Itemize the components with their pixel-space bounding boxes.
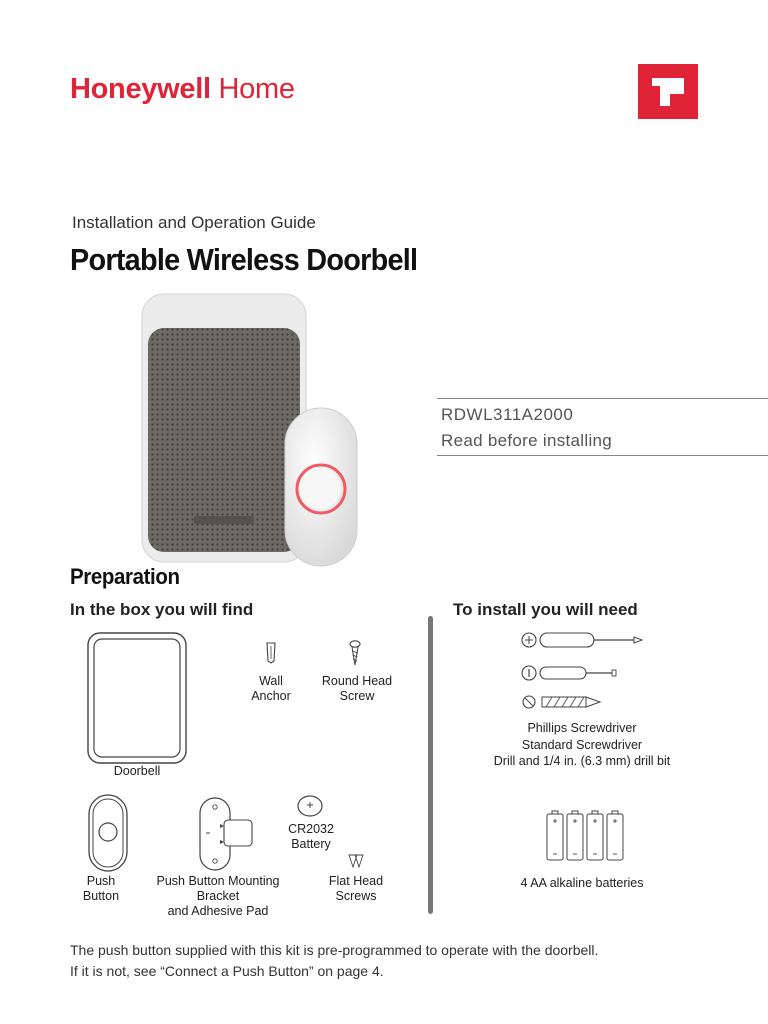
product-photo <box>140 292 370 582</box>
wall-anchor-label-line2: Anchor <box>251 689 291 703</box>
in-box-heading: In the box you will find <box>70 600 254 619</box>
push-button-icon <box>88 794 128 877</box>
drill-bit-icon <box>520 693 606 716</box>
tool-drill-label: Drill and 1/4 in. (6.3 mm) drill bit <box>493 754 671 768</box>
push-button-label-line2: Button <box>82 889 120 903</box>
wall-anchor-label-line1: Wall <box>259 674 283 688</box>
flat-head-screws-label-line1: Flat Head <box>328 874 384 888</box>
wall-anchor-label <box>236 674 306 704</box>
brand-name-light: Home <box>218 73 295 105</box>
wall-anchor-icon <box>264 642 278 669</box>
aa-batteries-label: 4 AA alkaline batteries <box>520 876 644 890</box>
round-head-screw-icon <box>348 640 362 671</box>
footer-note-line1: The push button supplied with this kit is pre-programmed to operate with the doorbell. <box>70 942 599 958</box>
coin-battery-label <box>276 822 346 852</box>
model-bottom-rule <box>437 455 768 456</box>
resideo-logo-icon <box>638 64 698 119</box>
footer-note <box>70 940 598 982</box>
coin-battery-label-line2: Battery <box>291 837 331 851</box>
aa-batteries-icon <box>545 810 631 867</box>
standard-screwdriver-icon <box>520 663 620 688</box>
model-number: RDWL311A2000 <box>441 405 574 424</box>
column-divider <box>428 616 433 914</box>
doorbell-icon <box>87 632 187 769</box>
coin-battery-icon <box>297 795 323 824</box>
mounting-bracket-label-line3: and Adhesive Pad <box>167 904 269 918</box>
round-head-screw-label-line1: Round Head <box>321 674 393 688</box>
coin-battery-label-line1: CR2032 <box>288 822 334 836</box>
round-head-screw-label <box>307 674 407 704</box>
push-button-label <box>68 874 134 904</box>
doorbell-label: Doorbell <box>113 764 161 778</box>
tool-phillips-label: Phillips Screwdriver <box>527 721 637 735</box>
model-top-rule <box>437 398 768 399</box>
round-head-screw-label-line2: Screw <box>339 689 375 703</box>
tool-standard-label: Standard Screwdriver <box>521 737 643 752</box>
phillips-screwdriver-icon <box>520 630 646 655</box>
push-button-label-line1: Push <box>86 874 116 888</box>
mounting-bracket-label-line2: Bracket <box>196 889 240 903</box>
read-before-installing: Read before installing <box>441 431 613 450</box>
tools-label <box>440 720 724 770</box>
mounting-bracket-label-line1: Push Button Mounting <box>156 874 280 888</box>
mounting-bracket-icon <box>198 797 256 876</box>
page-title: Portable Wireless Doorbell <box>70 242 418 277</box>
footer-note-line2: If it is not, see “Connect a Push Button” on page 4. <box>70 963 384 979</box>
install-needs-heading: To install you will need <box>453 600 638 619</box>
brand-logo-text <box>70 72 295 106</box>
mounting-bracket-label <box>140 874 296 919</box>
flat-head-screws-label <box>310 874 402 904</box>
preparation-heading: Preparation <box>70 564 180 589</box>
guide-subtitle: Installation and Operation Guide <box>72 213 316 232</box>
flat-head-screws-icon <box>348 854 364 873</box>
flat-head-screws-label-line2: Screws <box>335 889 377 903</box>
brand-name-bold: Honeywell <box>70 73 211 105</box>
